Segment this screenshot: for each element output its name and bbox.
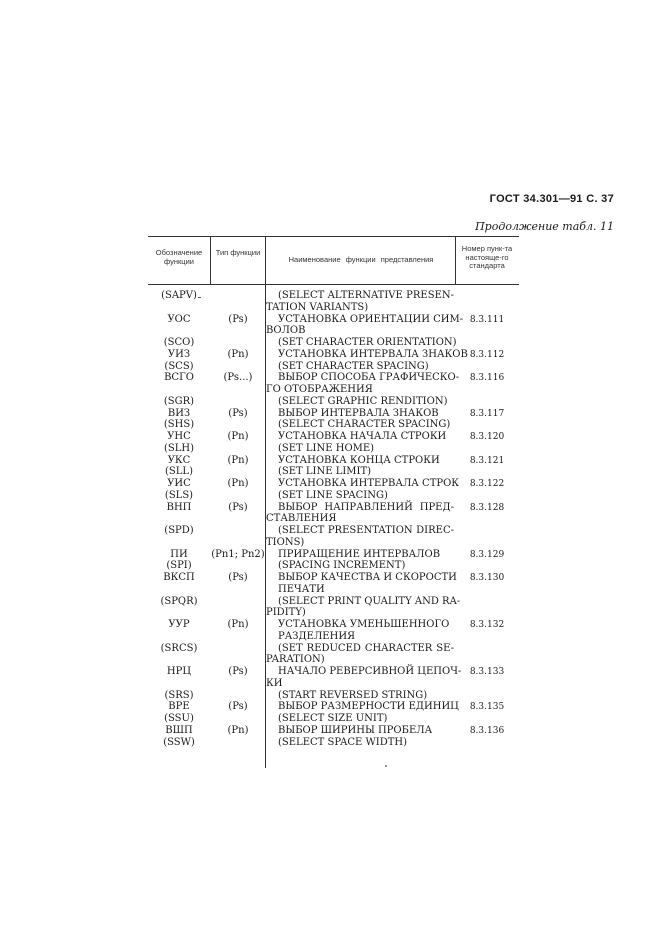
table-cell-type: (Ps) — [228, 314, 248, 325]
table-cell-clause: 8.3.130 — [469, 573, 505, 583]
table-cell-name: (SET CHARACTER ORIENTATION) — [278, 337, 457, 348]
table-continuation-label: Продолжение табл. 11 — [475, 220, 614, 233]
table-cell-type: (Ps) — [228, 408, 248, 419]
table-cell-clause: 8.3.136 — [469, 726, 505, 736]
table-cell-name: ВЫБОР ИНТЕРВАЛА ЗНАКОВ — [278, 408, 439, 419]
table-cell-name: СТАВЛЕНИЯ — [266, 513, 337, 524]
table-cell-code: УНС — [167, 431, 191, 442]
table-cell-clause: 8.3.116 — [469, 373, 505, 383]
table-cell-clause: 8.3.121 — [469, 456, 505, 466]
table-cell-clause: 8.3.129 — [469, 550, 505, 560]
table-cell-code: (SLS) — [164, 490, 194, 501]
table-cell-clause: 8.3.135 — [469, 702, 505, 712]
table-cell-type: (Pn) — [227, 349, 249, 360]
table-cell-name: ВЫБОР РАЗМЕРНОСТИ ЕДИНИЦ — [278, 701, 459, 712]
table-cell-name: УСТАНОВКА ИНТЕРВАЛА СТРОК — [278, 478, 460, 489]
table-cell-name: (SELECT CHARACTER SPACING) — [278, 419, 451, 430]
table-cell-type: (Pn) — [227, 455, 249, 466]
column-divider-1 — [210, 236, 211, 285]
table-cell-type: (Ps) — [228, 666, 248, 677]
table-cell-clause: 8.3.128 — [469, 503, 505, 513]
table-cell-code: (SLL) — [165, 466, 193, 477]
column-divider-3 — [455, 236, 456, 285]
table-cell-name: УСТАНОВКА ОРИЕНТАЦИИ СИМ- — [278, 314, 464, 325]
column-header-name: Наименование функции представления — [288, 255, 434, 264]
table-cell-type: (Pn) — [227, 619, 249, 630]
table-cell-clause: 8.3.132 — [469, 620, 505, 630]
table-cell-name: ВЫБОР ШИРИНЫ ПРОБЕЛА — [278, 725, 433, 736]
table-cell-code: (SCO) — [163, 337, 195, 348]
table-cell-type: (Ps) — [228, 502, 248, 513]
column-header-type: Тип функции — [215, 248, 261, 257]
table-header-rule — [148, 284, 519, 285]
table-cell-name: TIONS) — [266, 537, 305, 548]
table-cell-name: (SET LINE HOME) — [278, 443, 375, 454]
table-cell-code: ВРЕ — [168, 701, 190, 712]
table-cell-name: ВЫБОР СПОСОБА ГРАФИЧЕСКО- — [278, 372, 460, 383]
table-cell-code: (SSW) — [163, 737, 195, 748]
table-cell-name: TATION VARIANTS) — [266, 302, 369, 313]
column-header-code: Обозначение функции — [155, 248, 203, 266]
table-cell-code: (SPD) — [164, 525, 194, 536]
table-cell-name: (SPACING INCREMENT) — [278, 560, 406, 571]
table-cell-name: (SELECT PRINT QUALITY AND RA- — [278, 596, 461, 607]
table-cell-code: (SLH) — [163, 443, 194, 454]
table-cell-code: ВКСП — [163, 572, 195, 583]
table-cell-name: КИ — [266, 678, 283, 689]
table-cell-code: ВНП — [166, 502, 192, 513]
table-cell-name: (SELECT SIZE UNIT) — [278, 713, 388, 724]
table-cell-name: PARATION) — [266, 654, 325, 665]
table-cell-code: НРЦ — [166, 666, 192, 677]
table-cell-code: ВСГО — [164, 372, 194, 383]
table-cell-name: (SET REDUCED CHARACTER SE- — [278, 643, 454, 654]
table-cell-code: УКС — [167, 455, 191, 466]
table-cell-name: ГО ОТОБРАЖЕНИЯ — [266, 384, 373, 395]
table-cell-code: (SRS) — [164, 690, 194, 701]
table-cell-name: УСТАНОВКА УМЕНЬШЕННОГО — [278, 619, 450, 630]
table-cell-clause: 8.3.120 — [469, 432, 505, 442]
table-cell-code: (SRCS) — [160, 643, 198, 654]
table-cell-code: (SAPV) — [161, 290, 197, 301]
table-cell-name: (SET LINE LIMIT) — [278, 466, 372, 477]
table-cell-code: (SSU) — [164, 713, 194, 724]
table-cell-type: (Pn) — [227, 478, 249, 489]
table-cell-clause: 8.3.133 — [469, 667, 505, 677]
table-cell-code: (SPQR) — [160, 596, 198, 607]
table-cell-code: (SGR) — [163, 396, 195, 407]
table-cell-code: УУР — [168, 619, 190, 630]
table-cell-code: ПИ — [170, 549, 188, 560]
table-cell-name: (SELECT PRESENTATION DIREC- — [278, 525, 454, 536]
table-cell-clause: 8.3.111 — [469, 315, 505, 325]
table-cell-name: НАЧАЛО РЕВЕРСИВНОЙ ЦЕПОЧ- — [278, 666, 462, 677]
page-header: ГОСТ 34.301—91 С. 37 — [489, 193, 614, 205]
table-cell-type: (Ps...) — [223, 372, 253, 383]
table-cell-code: (SHS) — [163, 419, 195, 430]
table-top-rule — [148, 236, 519, 237]
table-cell-type: (Ps) — [228, 701, 248, 712]
stray-speck — [385, 765, 387, 767]
table-cell-name: УСТАНОВКА ИНТЕРВАЛА ЗНАКОВ — [278, 349, 468, 360]
table-cell-name: ВЫБОР КАЧЕСТВА И СКОРОСТИ — [278, 572, 457, 583]
table-cell-name: ВОЛОВ — [266, 325, 306, 336]
table-cell-clause: 8.3.112 — [469, 350, 505, 360]
table-cell-type: (Pn1; Pn2) — [211, 549, 265, 560]
table-cell-code: (SPI) — [166, 560, 192, 571]
table-cell-name: (SET LINE SPACING) — [278, 490, 388, 501]
table-cell-name: (SELECT SPACE WIDTH) — [278, 737, 408, 748]
table-cell-clause: 8.3.122 — [469, 479, 505, 489]
table-cell-type: (Ps) — [228, 572, 248, 583]
table-cell-code: УИС — [167, 478, 191, 489]
table-cell-code: ВШП — [165, 725, 193, 736]
table-cell-code: ВИЗ — [167, 408, 191, 419]
table-cell-type: (Pn) — [227, 431, 249, 442]
table-cell-name: (SET CHARACTER SPACING) — [278, 361, 429, 372]
table-cell-clause: 8.3.117 — [469, 409, 505, 419]
table-cell-code: УИЗ — [167, 349, 191, 360]
table-cell-name: РАЗДЕЛЕНИЯ — [278, 631, 356, 642]
table-cell-name: ПЕЧАТИ — [278, 584, 325, 595]
table-cell-name: (START REVERSED STRING) — [278, 690, 428, 701]
table-cell-name: ПРИРАЩЕНИЕ ИНТЕРВАЛОВ — [278, 549, 441, 560]
table-cell-name: (SELECT GRAPHIC RENDITION) — [278, 396, 448, 407]
table-cell-type: (Pn) — [227, 725, 249, 736]
table-cell-name: УСТАНОВКА НАЧАЛА СТРОКИ — [278, 431, 447, 442]
table-cell-code: УОС — [167, 314, 191, 325]
table-cell-name: PIDITY) — [266, 607, 306, 618]
table-cell-name: УСТАНОВКА КОНЦА СТРОКИ — [278, 455, 440, 466]
column-header-clause: Номер пунк-та настояще-го стандарта — [461, 244, 513, 270]
table-cell-name: ВЫБОР НАПРАВЛЕНИЙ ПРЕД- — [278, 502, 454, 513]
table-cell-code: (SCS) — [164, 361, 194, 372]
table-cell-name: (SELECT ALTERNATIVE PRESEN- — [278, 290, 454, 301]
